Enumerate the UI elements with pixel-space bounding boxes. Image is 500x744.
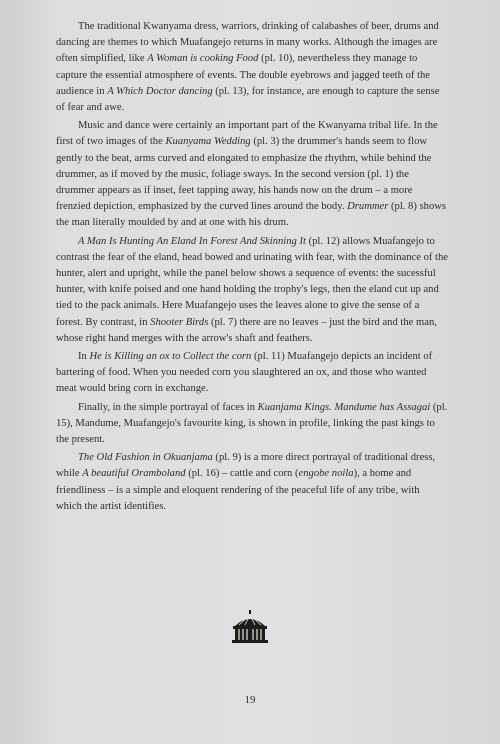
- text-run: ), a home and friendliness – is a simple and eloquent rendering of the peaceful life of any tribe, with which the artist identifies.: [56, 468, 420, 512]
- text-run: (pl. 8) shows the man literally moulded by and at one with his drum.: [56, 201, 447, 229]
- artwork-title: Kuanyama Wedding: [165, 136, 251, 148]
- body-text: [56, 19, 448, 515]
- text-run: (pl. 3) the drummer's hands seem to flow gently to the beat, arms curved and elongated to emphasize the rhythm, while behind the drummer, as if moved by the music, foliage sways. In the second version (pl. 1) the drummer appears as if inset, feet tapping away, his hands now on the drum – a more frenzied depiction, emphasized by the curved lines around the body.: [56, 136, 432, 213]
- text-run: (pl. 15), Mandume, Muafangejo's favourite king, is shown in profile, linking the past kings to the present.: [56, 401, 448, 446]
- paragraph-6: [56, 450, 448, 515]
- text-run: (pl. 7) there are no leaves – just the bird and the man, whose right hand merges with the arrow's shaft and feathers.: [56, 316, 437, 344]
- paragraph-3: [56, 234, 448, 347]
- artwork-title: A Which Doctor dancing: [107, 85, 213, 97]
- text-run: Finally, in the simple portrayal of faces in: [78, 401, 258, 413]
- text-run: (pl. 16) – cattle and corn (: [185, 468, 299, 480]
- artwork-title: Drummer: [347, 201, 389, 213]
- paragraph-4: [56, 349, 448, 398]
- hut-icon: [231, 610, 269, 644]
- artwork-title: Shooter Birds: [150, 316, 209, 328]
- text-run: (pl. 12) allows Muafangejo to contrast the fear of the eland, head bowed and urinating with fear, with the dominance of the hunter, alert and upright, while the panel below shows a sequence of events: the sucessful hunter, with knife poised and one hand holding the trophy's legs, then the eland cut up and tied to the pack animals. Here Muafangejo uses the leaves alone to give the sense of a forest. By contrast, in: [56, 235, 448, 328]
- text-run: (pl. 9) is a more direct portrayal of traditional dress, while: [56, 452, 436, 480]
- text-run: (pl. 10), nevertheless they manage to capture the essential atmosphere of events. The double eyebrows and jagged teeth of the audience in: [56, 53, 430, 97]
- artwork-title: engobe noila: [298, 468, 354, 480]
- text-run: The traditional Kwanyama dress, warriors, drinking of calabashes of beer, drums and dancing are themes to which Muafangejo returns in many works. Although the images are often simplified, like: [56, 21, 439, 65]
- paragraph-1: [56, 19, 448, 116]
- artwork-title: A beautiful Oramboland: [82, 468, 186, 480]
- artwork-title: A Man Is Hunting An Eland In Forest And Skinning It: [78, 235, 306, 247]
- text-run: Music and dance were certainly an important part of the Kwanyama tribal life. In the first of two images of the: [56, 120, 438, 148]
- paragraph-2: [56, 118, 448, 231]
- paragraph-5: [56, 400, 448, 449]
- artwork-title: The Old Fashion in Okuanjama: [78, 452, 213, 464]
- text-run: (pl. 13), for instance, are enough to capture the sense of fear and awe.: [56, 85, 440, 114]
- artwork-title: He is Killing an ox to Collect the corn: [89, 351, 252, 363]
- artwork-title: Kuanjama Kings. Mandume has Assagai: [257, 401, 431, 413]
- page-number: 19: [244, 694, 256, 706]
- text-run: In: [78, 351, 90, 363]
- text-run: (pl. 11) Muafangejo depicts an incident of bartering of food. When you needed corn you slaughtered an ox, and those who wanted meat would bring corn in exchange.: [56, 351, 433, 395]
- artwork-title: A Woman is cooking Food: [147, 53, 259, 65]
